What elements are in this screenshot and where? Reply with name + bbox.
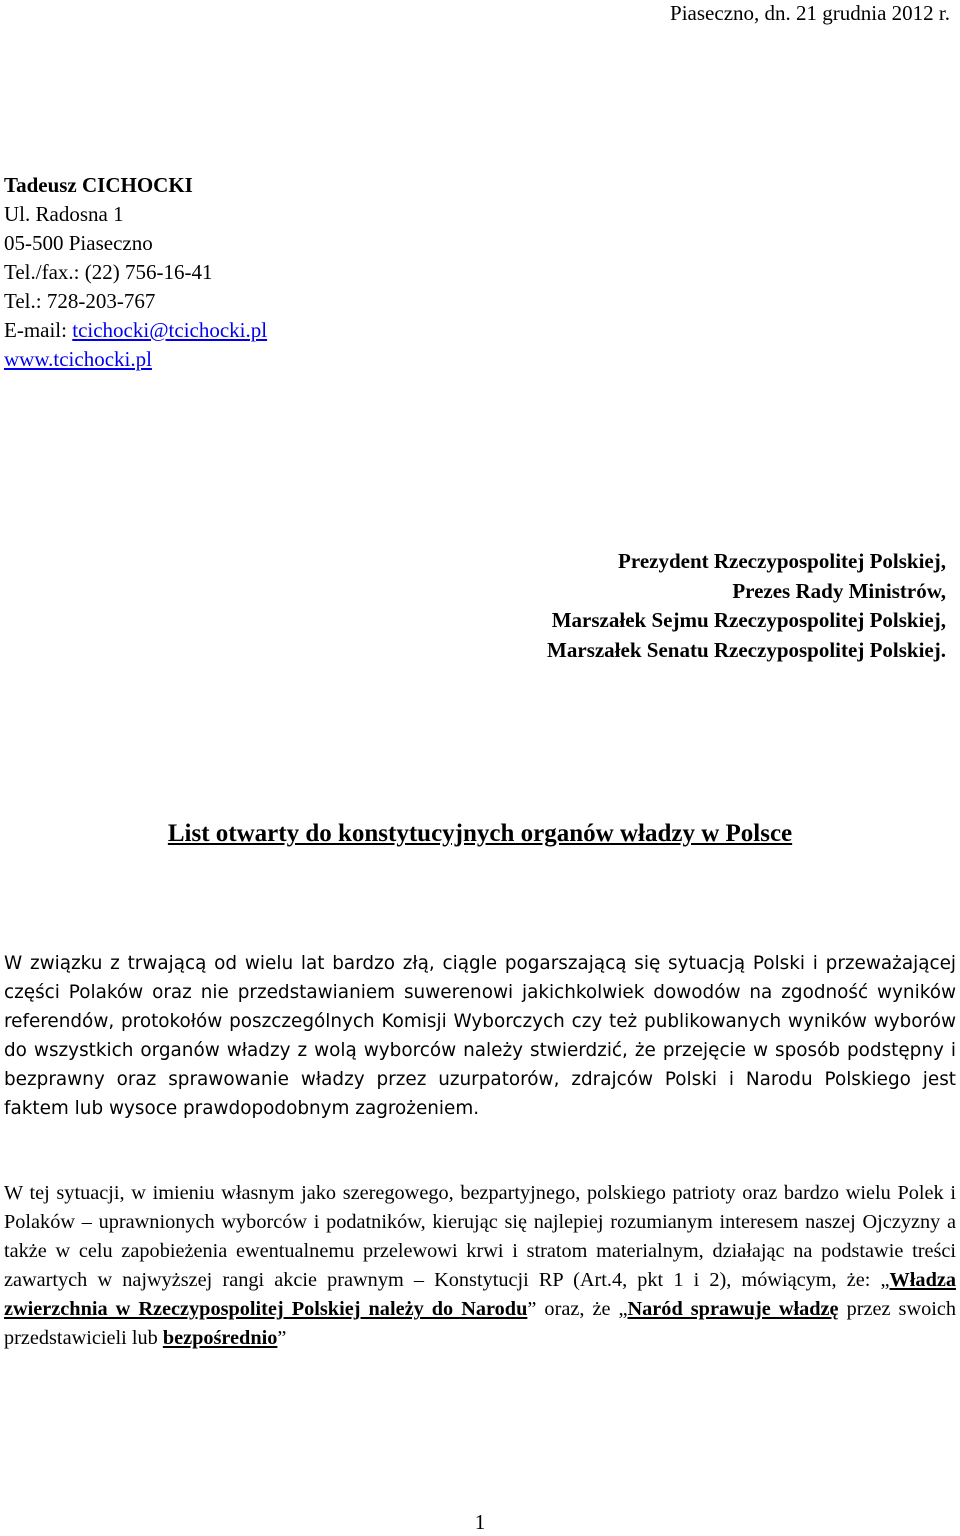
paragraph-2-text: przez swoich przedstawicieli lub [4, 1298, 957, 1350]
sender-street: Ul. Radosna 1 [4, 202, 124, 226]
letter-title: List otwarty do konstytucyjnych organów władzy w Polsce [167, 820, 793, 847]
sender-email-link[interactable]: tcichocki@tcichocki.pl [72, 318, 268, 342]
recipient-line: Marszałek Sejmu Rzeczypospolitej Polskiej, [551, 608, 946, 632]
recipients-block [547, 547, 946, 665]
paragraph-2 [4, 1179, 956, 1354]
quote-bold-2: Naród sprawuje władzę [627, 1298, 839, 1321]
sender-email-line [4, 316, 267, 345]
place-date: Piaseczno, dn. 21 grudnia 2012 r. [670, 1, 950, 25]
sender-website-link[interactable]: www.tcichocki.pl [4, 347, 152, 371]
sender-block [4, 171, 267, 374]
quote-bold-1: Władza zwierzchnia w Rzeczypospolitej Polskiej należy do Narodu [4, 1269, 956, 1321]
paragraph-2-text: ” [277, 1327, 287, 1350]
page-number: 1 [474, 1510, 486, 1534]
sender-telfax: Tel./fax.: (22) 756-16-41 [4, 260, 213, 284]
paragraph-1: W związku z trwającą od wielu lat bardzo złą, ciągle pogarszającą się sytuacją Polski i przeważającej części Polaków oraz nie przedstawianiem suwerenowi jakichkolwiek dowodów na zgodność wyników referendów, protokołów poszczególnych Komisji Wyborczych czy też publikowanych wyników wyborów do wszystkich organów władzy z wolą wyborców należy stwierdzić, że przejęcie w sposób podstępny i bezprawny oraz sprawowanie władzy przez uzurpatorów, zdrajców Polski i Narodu Polskiego jest faktem lub wysoce prawdopodobnym zagrożeniem. [4, 953, 956, 1120]
sender-name: Tadeusz CICHOCKI [4, 173, 193, 197]
quote-bold-3: bezpośrednio [162, 1327, 278, 1350]
recipient-line: Prezes Rady Ministrów, [732, 578, 946, 603]
sender-city: 05-500 Piaseczno [4, 231, 153, 255]
paragraph-2-text: ” oraz, że „ [527, 1298, 628, 1321]
sender-website-line [4, 345, 267, 374]
recipient-line: Marszałek Senatu Rzeczypospolitej Polskiej. [547, 637, 946, 662]
sender-tel: Tel.: 728-203-767 [4, 289, 156, 313]
paragraph-2-text: W tej sytuacji, w imieniu własnym jako szeregowego, bezpartyjnego, polskiego patrioty oraz bardzo wielu Polek i Polaków – uprawnionych wyborców i podatników, kierując się najlepiej rozumianym interesem naszej Ojczyzny a także w celu zapobieżenia ewentualnemu przelewowi krwi i stratom materialnym, działając na podstawie treści zawartych w najwyższej rangi akcie prawnym – Konstytucji RP (Art.4, pkt 1 i 2), mówiącym, że: „ [4, 1182, 956, 1292]
sender-email-label: E-mail: [4, 318, 73, 342]
recipient-line: Prezydent Rzeczypospolitej Polskiej, [618, 549, 946, 573]
